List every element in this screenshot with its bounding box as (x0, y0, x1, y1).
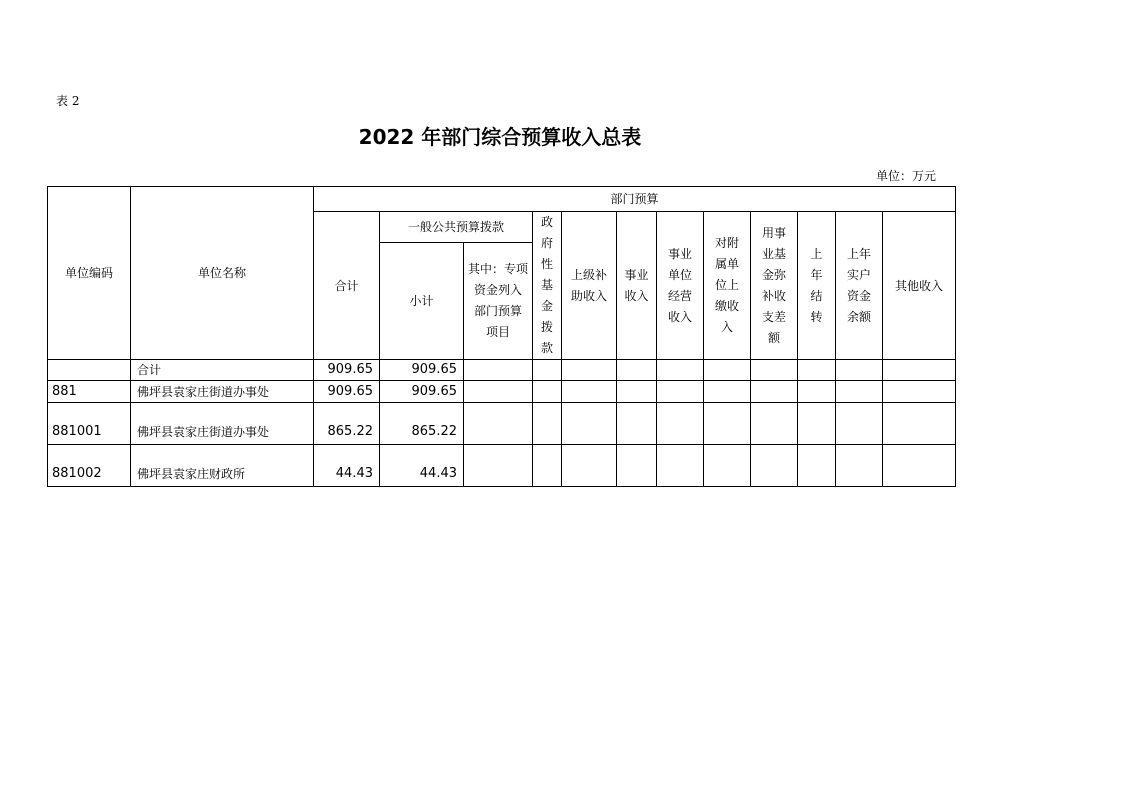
header-subtotal: 小计 (380, 242, 464, 359)
header-business-income (617, 212, 657, 360)
header-business-fund-offset (751, 212, 798, 360)
header-business-unit-operating (657, 212, 704, 360)
header-prior-year-balance-text: 上年 实户 资金 余额 (846, 246, 871, 324)
header-prior-year-carryover-text: 上 年 结 转 (810, 246, 823, 324)
header-unit-code: 单位编码 (48, 187, 131, 360)
row-total: 909.65 (314, 381, 380, 403)
header-row-1 (48, 187, 956, 212)
header-special-funds (464, 242, 533, 359)
header-general-public: 一般公共预算拨款 (380, 212, 533, 243)
row-unit-code: 881002 (48, 445, 131, 487)
row-unit-code (48, 360, 131, 381)
header-gov-fund (533, 212, 562, 360)
header-total: 合计 (314, 212, 380, 360)
row-unit-code: 881 (48, 381, 131, 403)
row-subtotal: 909.65 (380, 360, 464, 381)
header-unit-name: 单位名称 (131, 187, 314, 360)
header-affiliated-units (704, 212, 751, 360)
row-total: 44.43 (314, 445, 380, 487)
header-business-unit-operating-text: 事业 单位 经营 收入 (667, 246, 692, 324)
table-row (48, 360, 956, 381)
table-row (48, 445, 956, 487)
header-special-funds-text: 其中：专项 资金列入 部门预算 项目 (467, 261, 528, 339)
unit-label: 单位：万元 (875, 169, 936, 183)
header-prior-year-carryover (798, 212, 836, 360)
sheet-label: 表 2 (56, 94, 80, 108)
header-superior-subsidy (562, 212, 617, 360)
header-superior-subsidy-text: 上级补 助收入 (570, 267, 607, 303)
row-subtotal: 865.22 (380, 403, 464, 445)
row-unit-name: 合计 (131, 360, 314, 381)
header-dept-budget: 部门预算 (314, 187, 956, 212)
header-business-fund-offset-text: 用事 业基 金弥 补收 支差 额 (761, 225, 786, 345)
row-unit-code: 881001 (48, 403, 131, 445)
header-business-income-text: 事业 收入 (624, 267, 649, 303)
page-title: 2022 年部门综合预算收入总表 (358, 125, 642, 149)
row-subtotal: 44.43 (380, 445, 464, 487)
row-unit-name: 佛坪县袁家庄财政所 (131, 445, 314, 487)
row-total: 909.65 (314, 360, 380, 381)
table-row (48, 403, 956, 445)
header-other-income: 其他收入 (883, 212, 956, 360)
table-row (48, 381, 956, 403)
header-affiliated-units-text: 对附 属单 位上 缴收 入 (714, 236, 739, 334)
header-gov-fund-text: 政 府 性 基 金 拨 款 (540, 215, 553, 355)
row-total: 865.22 (314, 403, 380, 445)
budget-table (47, 186, 956, 487)
row-unit-name: 佛坪县袁家庄街道办事处 (131, 381, 314, 403)
header-prior-year-balance (836, 212, 883, 360)
row-subtotal: 909.65 (380, 381, 464, 403)
row-unit-name: 佛坪县袁家庄街道办事处 (131, 403, 314, 445)
